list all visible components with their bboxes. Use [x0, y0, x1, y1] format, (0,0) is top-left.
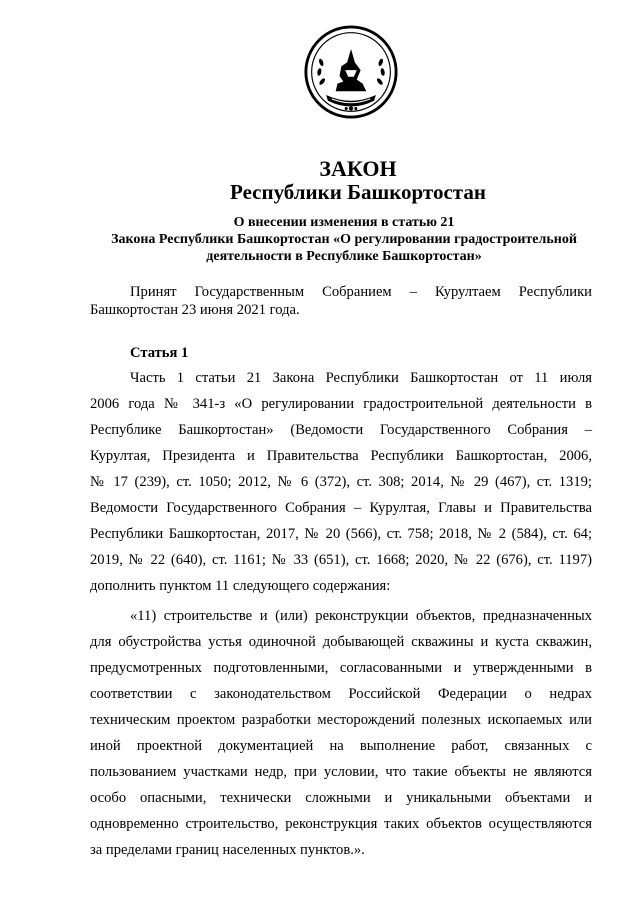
adoption-line: Башкортостан 23 июня 2021 года.: [90, 302, 300, 318]
paragraph-line: Ведомости Государственного Собрания – Курултая, Главы и Правительства: [90, 500, 592, 516]
paragraph-line: Курултая, Президента и Правительства Республики Башкортостан, 2006,: [90, 448, 592, 464]
paragraph-line: дополнить пунктом 11 следующего содержания:: [90, 578, 391, 594]
document-title: ЗАКОН: [319, 156, 397, 181]
paragraph-line: особо опасными, технически сложными и уникальными объектами и: [90, 790, 592, 806]
law-name-line: Закона Республики Башкортостан «О регулировании градостроительной: [111, 232, 577, 247]
document-subtitle: Республики Башкортостан: [230, 180, 486, 204]
paragraph-line: «11) строительстве и (или) реконструкции объектов, предназначенных: [130, 608, 592, 624]
paragraph-line: одновременно строительство, реконструкция таких объектов осуществляются: [90, 816, 592, 832]
paragraph-line: иной проектной документацией на выполнение работ, связанных с: [90, 738, 592, 754]
paragraph-line: 2019, № 22 (640), ст. 1161; № 33 (651), ст. 1668; 2020, № 22 (676), ст. 1197): [90, 552, 592, 568]
paragraph-line: 2006 года № 341-з «О регулировании градостроительной деятельности в: [90, 396, 592, 412]
paragraph-line: для обустройства устья одиночной добывающей скважины и куста скважин,: [90, 634, 592, 650]
paragraph-line: № 17 (239), ст. 1050; 2012, № 6 (372), ст. 308; 2014, № 29 (467), ст. 1319;: [90, 474, 592, 490]
paragraph-line: предусмотренных подготовленными, согласованными и утвержденными в: [90, 660, 592, 676]
article-heading: Статья 1: [130, 345, 189, 361]
paragraph-line: за пределами границ населенных пунктов.».: [90, 842, 365, 858]
paragraph-line: техническим проектом разработки месторождений полезных ископаемых или: [90, 712, 592, 728]
paragraph-line: Часть 1 статьи 21 Закона Республики Башкортостан от 11 июля: [130, 370, 592, 386]
paragraph-line: пользованием участками недр, при условии, что такие объекты не являются: [90, 764, 592, 780]
law-name-line: О внесении изменения в статью 21: [233, 215, 455, 230]
paragraph-line: соответствии с законодательством Российской Федерации о недрах: [90, 686, 592, 702]
law-name-line: деятельности в Республике Башкортостан»: [206, 249, 482, 264]
adoption-line: Принят Государственным Собранием – Курултаем Республики: [130, 284, 592, 300]
paragraph-line: Республики Башкортостан, 2017, № 20 (566), ст. 758; 2018, № 2 (584), ст. 64;: [90, 526, 592, 542]
coat-of-arms-icon: [303, 24, 399, 120]
paragraph-line: Республике Башкортостан» (Ведомости Государственного Собрания –: [90, 422, 592, 438]
